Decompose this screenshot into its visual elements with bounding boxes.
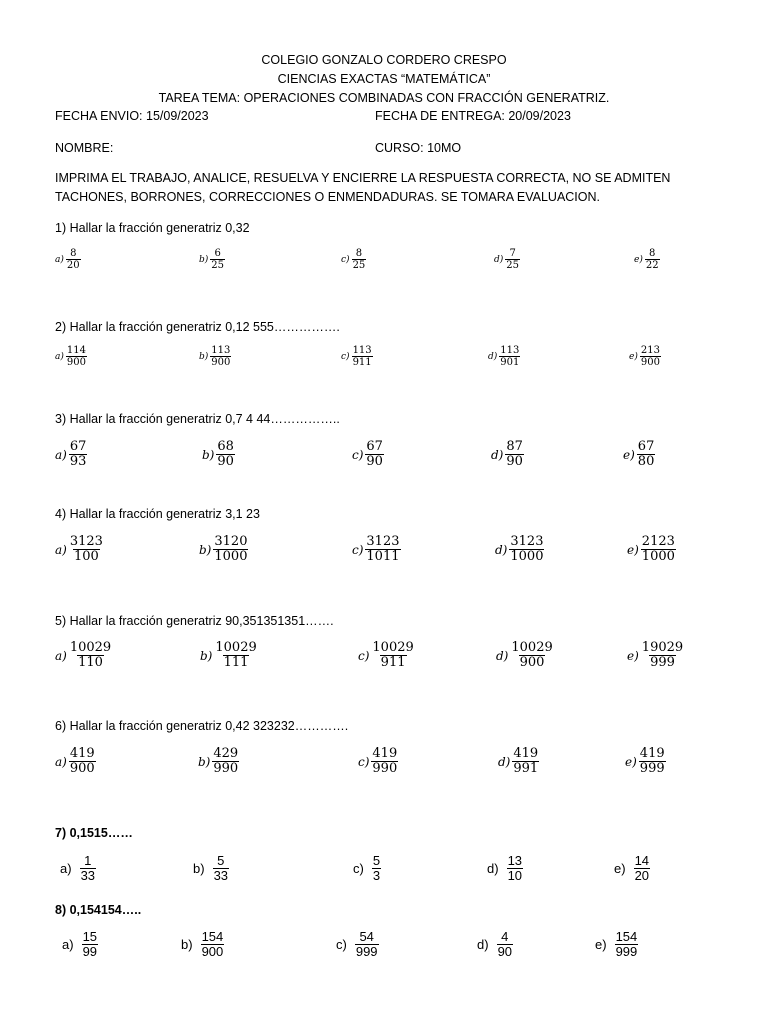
option-label: e) (629, 351, 638, 362)
option-label: d) (488, 351, 498, 362)
fraction-numerator: 10029 (372, 640, 414, 655)
fraction-denominator: 111 (223, 655, 249, 671)
option-label: a) (55, 648, 67, 663)
fraction-numerator: 8 (70, 248, 77, 259)
fraction (497, 930, 513, 960)
option-label: a) (55, 254, 64, 265)
question-2-option-e[interactable] (629, 345, 661, 368)
fraction-numerator: 13 (507, 853, 523, 868)
fraction (80, 854, 96, 884)
question-5-option-a[interactable] (55, 641, 112, 671)
fraction (82, 930, 98, 960)
fraction-numerator: 5 (372, 853, 381, 868)
option-label: b) (198, 754, 211, 769)
option-label: d) (487, 861, 499, 877)
fraction (69, 440, 88, 470)
option-label: b) (193, 861, 205, 877)
question-5-text: 5) Hallar la fracción generatriz 90,351351351……. (55, 614, 334, 628)
fraction-numerator: 213 (640, 345, 660, 356)
question-4-option-a[interactable] (55, 535, 104, 565)
fraction-numerator: 154 (201, 929, 224, 944)
question-4-option-c[interactable] (352, 535, 401, 565)
fraction (201, 930, 225, 960)
fraction (212, 747, 239, 777)
fraction (216, 440, 235, 470)
fraction-denominator: 90 (497, 944, 513, 960)
fraction-numerator: 113 (500, 345, 520, 356)
fraction-numerator: 8 (649, 248, 656, 259)
fraction-denominator: 3 (372, 868, 381, 884)
question-2-option-a[interactable] (55, 345, 87, 368)
fraction-numerator: 114 (66, 345, 86, 356)
option-label: b) (199, 542, 212, 557)
fraction-numerator: 419 (639, 746, 665, 761)
question-6-option-b[interactable] (198, 747, 239, 777)
option-label: d) (495, 542, 508, 557)
fraction-numerator: 113 (211, 345, 231, 356)
fraction-numerator: 113 (352, 345, 372, 356)
option-label: a) (55, 351, 64, 362)
option-label: c) (358, 648, 370, 663)
question-1-option-c[interactable] (341, 248, 366, 271)
fraction-denominator: 99 (82, 944, 98, 960)
option-label: c) (336, 937, 347, 953)
fraction-denominator: 900 (211, 357, 231, 368)
fraction-denominator: 900 (519, 655, 545, 671)
fraction (509, 535, 544, 565)
option-label: d) (477, 937, 489, 953)
fraction-denominator: 999 (639, 761, 665, 777)
option-label: b) (200, 648, 213, 663)
fraction-numerator: 7 (509, 248, 516, 259)
option-label: c) (353, 861, 364, 877)
fraction-denominator: 990 (372, 761, 398, 777)
fraction-numerator: 4 (501, 929, 509, 944)
question-2-text: 2) Hallar la fracción generatriz 0,12 555……………. (55, 320, 340, 334)
question-6-option-d[interactable] (498, 747, 539, 777)
fraction-numerator: 5 (217, 853, 225, 868)
course-label: CURSO: 10MO (375, 141, 462, 155)
fraction (615, 930, 639, 960)
fraction-numerator: 419 (69, 746, 95, 761)
option-label: d) (491, 447, 504, 462)
question-7-option-d[interactable] (487, 854, 523, 884)
fraction-numerator: 67 (69, 439, 87, 454)
option-label: d) (494, 254, 504, 265)
fraction-denominator: 110 (78, 655, 103, 671)
option-label: a) (62, 937, 74, 953)
fraction-denominator: 25 (211, 260, 225, 271)
fraction-denominator: 999 (615, 944, 638, 960)
option-label: c) (341, 254, 350, 265)
subject-title: CIENCIAS EXACTAS “MATEMÁTICA” (277, 72, 491, 86)
question-6-text: 6) Hallar la fracción generatriz 0,42 323232…………. (55, 719, 349, 733)
fraction-denominator: 1000 (641, 549, 675, 565)
option-label: e) (625, 754, 637, 769)
option-label: e) (595, 937, 607, 953)
fraction-denominator: 1011 (366, 549, 400, 565)
school-name: COLEGIO GONZALO CORDERO CRESPO (261, 53, 507, 67)
question-6-option-e[interactable] (625, 747, 666, 777)
fraction-denominator: 911 (380, 655, 406, 671)
question-8-option-e[interactable] (595, 930, 638, 960)
option-label: e) (627, 542, 639, 557)
fraction-numerator: 6 (214, 248, 221, 259)
fraction-numerator: 419 (513, 746, 539, 761)
question-4-text: 4) Hallar la fracción generatriz 3,1 23 (55, 507, 260, 521)
option-label: a) (60, 861, 72, 877)
question-2-option-c[interactable] (341, 345, 373, 368)
fraction-denominator: 100 (73, 549, 99, 565)
fraction-denominator: 10 (507, 868, 523, 884)
option-label: a) (55, 542, 67, 557)
fraction-numerator: 68 (217, 439, 234, 454)
question-5-option-d[interactable] (496, 641, 554, 671)
fraction-numerator: 3123 (366, 534, 400, 549)
fraction-denominator: 33 (80, 868, 96, 884)
fraction-numerator: 54 (359, 929, 374, 944)
fraction-denominator: 900 (201, 944, 224, 960)
fraction (499, 345, 520, 368)
fraction-denominator: 911 (352, 357, 372, 368)
fraction-numerator: 2123 (641, 534, 675, 549)
fraction (365, 535, 400, 565)
fraction-denominator: 25 (352, 260, 366, 271)
fraction (641, 535, 676, 565)
fraction (69, 641, 112, 671)
fraction-denominator: 20 (66, 260, 80, 271)
question-3-option-c[interactable] (352, 440, 384, 470)
fraction (210, 248, 225, 271)
fraction-numerator: 8 (355, 248, 363, 259)
question-6-option-c[interactable] (358, 747, 398, 777)
fraction-denominator: 33 (213, 868, 229, 884)
option-label: e) (614, 861, 626, 877)
fraction (372, 854, 381, 884)
fraction-numerator: 1 (84, 853, 92, 868)
fraction-numerator: 10029 (511, 640, 553, 655)
fraction-numerator: 67 (637, 439, 655, 454)
fraction (634, 854, 650, 884)
question-2-option-d[interactable] (488, 345, 520, 368)
fraction (512, 747, 539, 777)
question-3-option-b[interactable] (202, 440, 235, 470)
option-label: c) (352, 542, 364, 557)
option-label: c) (358, 754, 370, 769)
fraction-denominator: 25 (506, 260, 520, 271)
option-label: e) (623, 447, 635, 462)
fraction (371, 747, 398, 777)
question-4-option-d[interactable] (495, 535, 544, 565)
question-3-option-d[interactable] (491, 440, 524, 470)
question-4-option-e[interactable] (627, 535, 676, 565)
option-label: a) (55, 754, 67, 769)
fraction (352, 345, 373, 368)
fraction-denominator: 80 (637, 454, 655, 470)
fraction-numerator: 87 (506, 439, 523, 454)
fraction (213, 854, 229, 884)
option-label: b) (199, 254, 209, 265)
question-1-text: 1) Hallar la fracción generatriz 0,32 (55, 221, 250, 235)
fraction-denominator: 900 (66, 357, 86, 368)
option-label: e) (634, 254, 643, 265)
fraction (505, 440, 524, 470)
question-1-option-b[interactable] (199, 248, 225, 271)
option-label: d) (496, 648, 509, 663)
question-1-option-d[interactable] (494, 248, 520, 271)
fraction (355, 930, 379, 960)
fraction-numerator: 419 (372, 746, 398, 761)
question-8-option-c[interactable] (336, 930, 379, 960)
fraction (214, 641, 257, 671)
fraction-denominator: 22 (645, 260, 659, 271)
fraction (641, 641, 684, 671)
fraction-denominator: 90 (506, 454, 523, 470)
fraction-numerator: 429 (213, 746, 239, 761)
instructions: IMPRIMA EL TRABAJO, ANALICE, RESUELVA Y ENCIERRE LA RESPUESTA CORRECTA, NO SE ADMITEN TACHONES, BORRONES, CORRECCIONES O ENMENDADURAS. SE TOMARA EVALUACION. (55, 171, 671, 204)
fraction-denominator: 990 (213, 761, 239, 777)
fraction (645, 248, 660, 271)
fraction-denominator: 991 (513, 761, 539, 777)
fraction-denominator: 1000 (510, 549, 544, 565)
question-8-option-b[interactable] (181, 930, 224, 960)
fraction-denominator: 900 (640, 357, 660, 368)
question-7-text: 7) 0,1515…… (55, 826, 133, 840)
question-2-option-b[interactable] (199, 345, 231, 368)
name-label: NOMBRE: (55, 141, 114, 155)
option-label: b) (199, 351, 209, 362)
question-5-option-e[interactable] (627, 641, 684, 671)
fraction-denominator: 901 (500, 357, 520, 368)
fraction-numerator: 19029 (641, 640, 684, 655)
question-6-option-a[interactable] (55, 747, 96, 777)
question-1-option-e[interactable] (634, 248, 660, 271)
fraction-denominator: 999 (650, 655, 675, 671)
question-5-option-c[interactable] (358, 641, 415, 671)
question-8-option-d[interactable] (477, 930, 513, 960)
question-8-text: 8) 0,154154….. (55, 903, 142, 917)
question-3-option-e[interactable] (623, 440, 655, 470)
question-7-option-a[interactable] (60, 854, 96, 884)
fraction-denominator: 999 (355, 944, 378, 960)
question-4-option-b[interactable] (199, 535, 248, 565)
fraction-numerator: 3123 (69, 534, 103, 549)
option-label: c) (341, 351, 350, 362)
fraction-denominator: 90 (366, 454, 383, 470)
fraction-numerator: 10029 (69, 640, 112, 655)
fraction (507, 854, 523, 884)
question-3-option-a[interactable] (55, 440, 87, 470)
question-7-option-b[interactable] (193, 854, 229, 884)
question-3-text: 3) Hallar la fracción generatriz 0,7 4 44…………….. (55, 412, 340, 426)
fraction-numerator: 3123 (510, 534, 544, 549)
fraction-denominator: 900 (69, 761, 95, 777)
fraction-numerator: 10029 (215, 640, 257, 655)
fraction-denominator: 93 (69, 454, 87, 470)
fraction (371, 641, 414, 671)
fraction (210, 345, 231, 368)
fraction (69, 747, 96, 777)
question-7-option-c[interactable] (353, 854, 381, 884)
question-8-option-a[interactable] (62, 930, 98, 960)
fraction (66, 345, 87, 368)
option-label: e) (627, 648, 639, 663)
fraction-denominator: 20 (634, 868, 650, 884)
fraction (640, 345, 661, 368)
fraction-denominator: 1000 (214, 549, 248, 565)
fraction-denominator: 90 (217, 454, 234, 470)
option-label: d) (498, 754, 511, 769)
option-label: a) (55, 447, 67, 462)
fraction (365, 440, 384, 470)
question-7-option-e[interactable] (614, 854, 650, 884)
due-date: FECHA DE ENTREGA: 20/09/2023 (375, 109, 571, 123)
fraction-numerator: 154 (615, 929, 638, 944)
fraction-numerator: 15 (82, 929, 98, 944)
send-date: FECHA ENVIO: 15/09/2023 (55, 109, 209, 123)
question-5-option-b[interactable] (200, 641, 258, 671)
question-1-option-a[interactable] (55, 248, 81, 271)
option-label: c) (352, 447, 364, 462)
fraction (637, 440, 656, 470)
fraction-numerator: 3120 (214, 534, 248, 549)
fraction (505, 248, 520, 271)
fraction (69, 535, 104, 565)
fraction (66, 248, 81, 271)
fraction (213, 535, 248, 565)
fraction (352, 248, 367, 271)
fraction-numerator: 14 (634, 853, 650, 868)
option-label: b) (202, 447, 215, 462)
option-label: b) (181, 937, 193, 953)
fraction (510, 641, 553, 671)
assignment-topic: TAREA TEMA: OPERACIONES COMBINADAS CON FRACCIÓN GENERATRIZ. (158, 91, 610, 105)
fraction (639, 747, 666, 777)
fraction-numerator: 67 (366, 439, 383, 454)
